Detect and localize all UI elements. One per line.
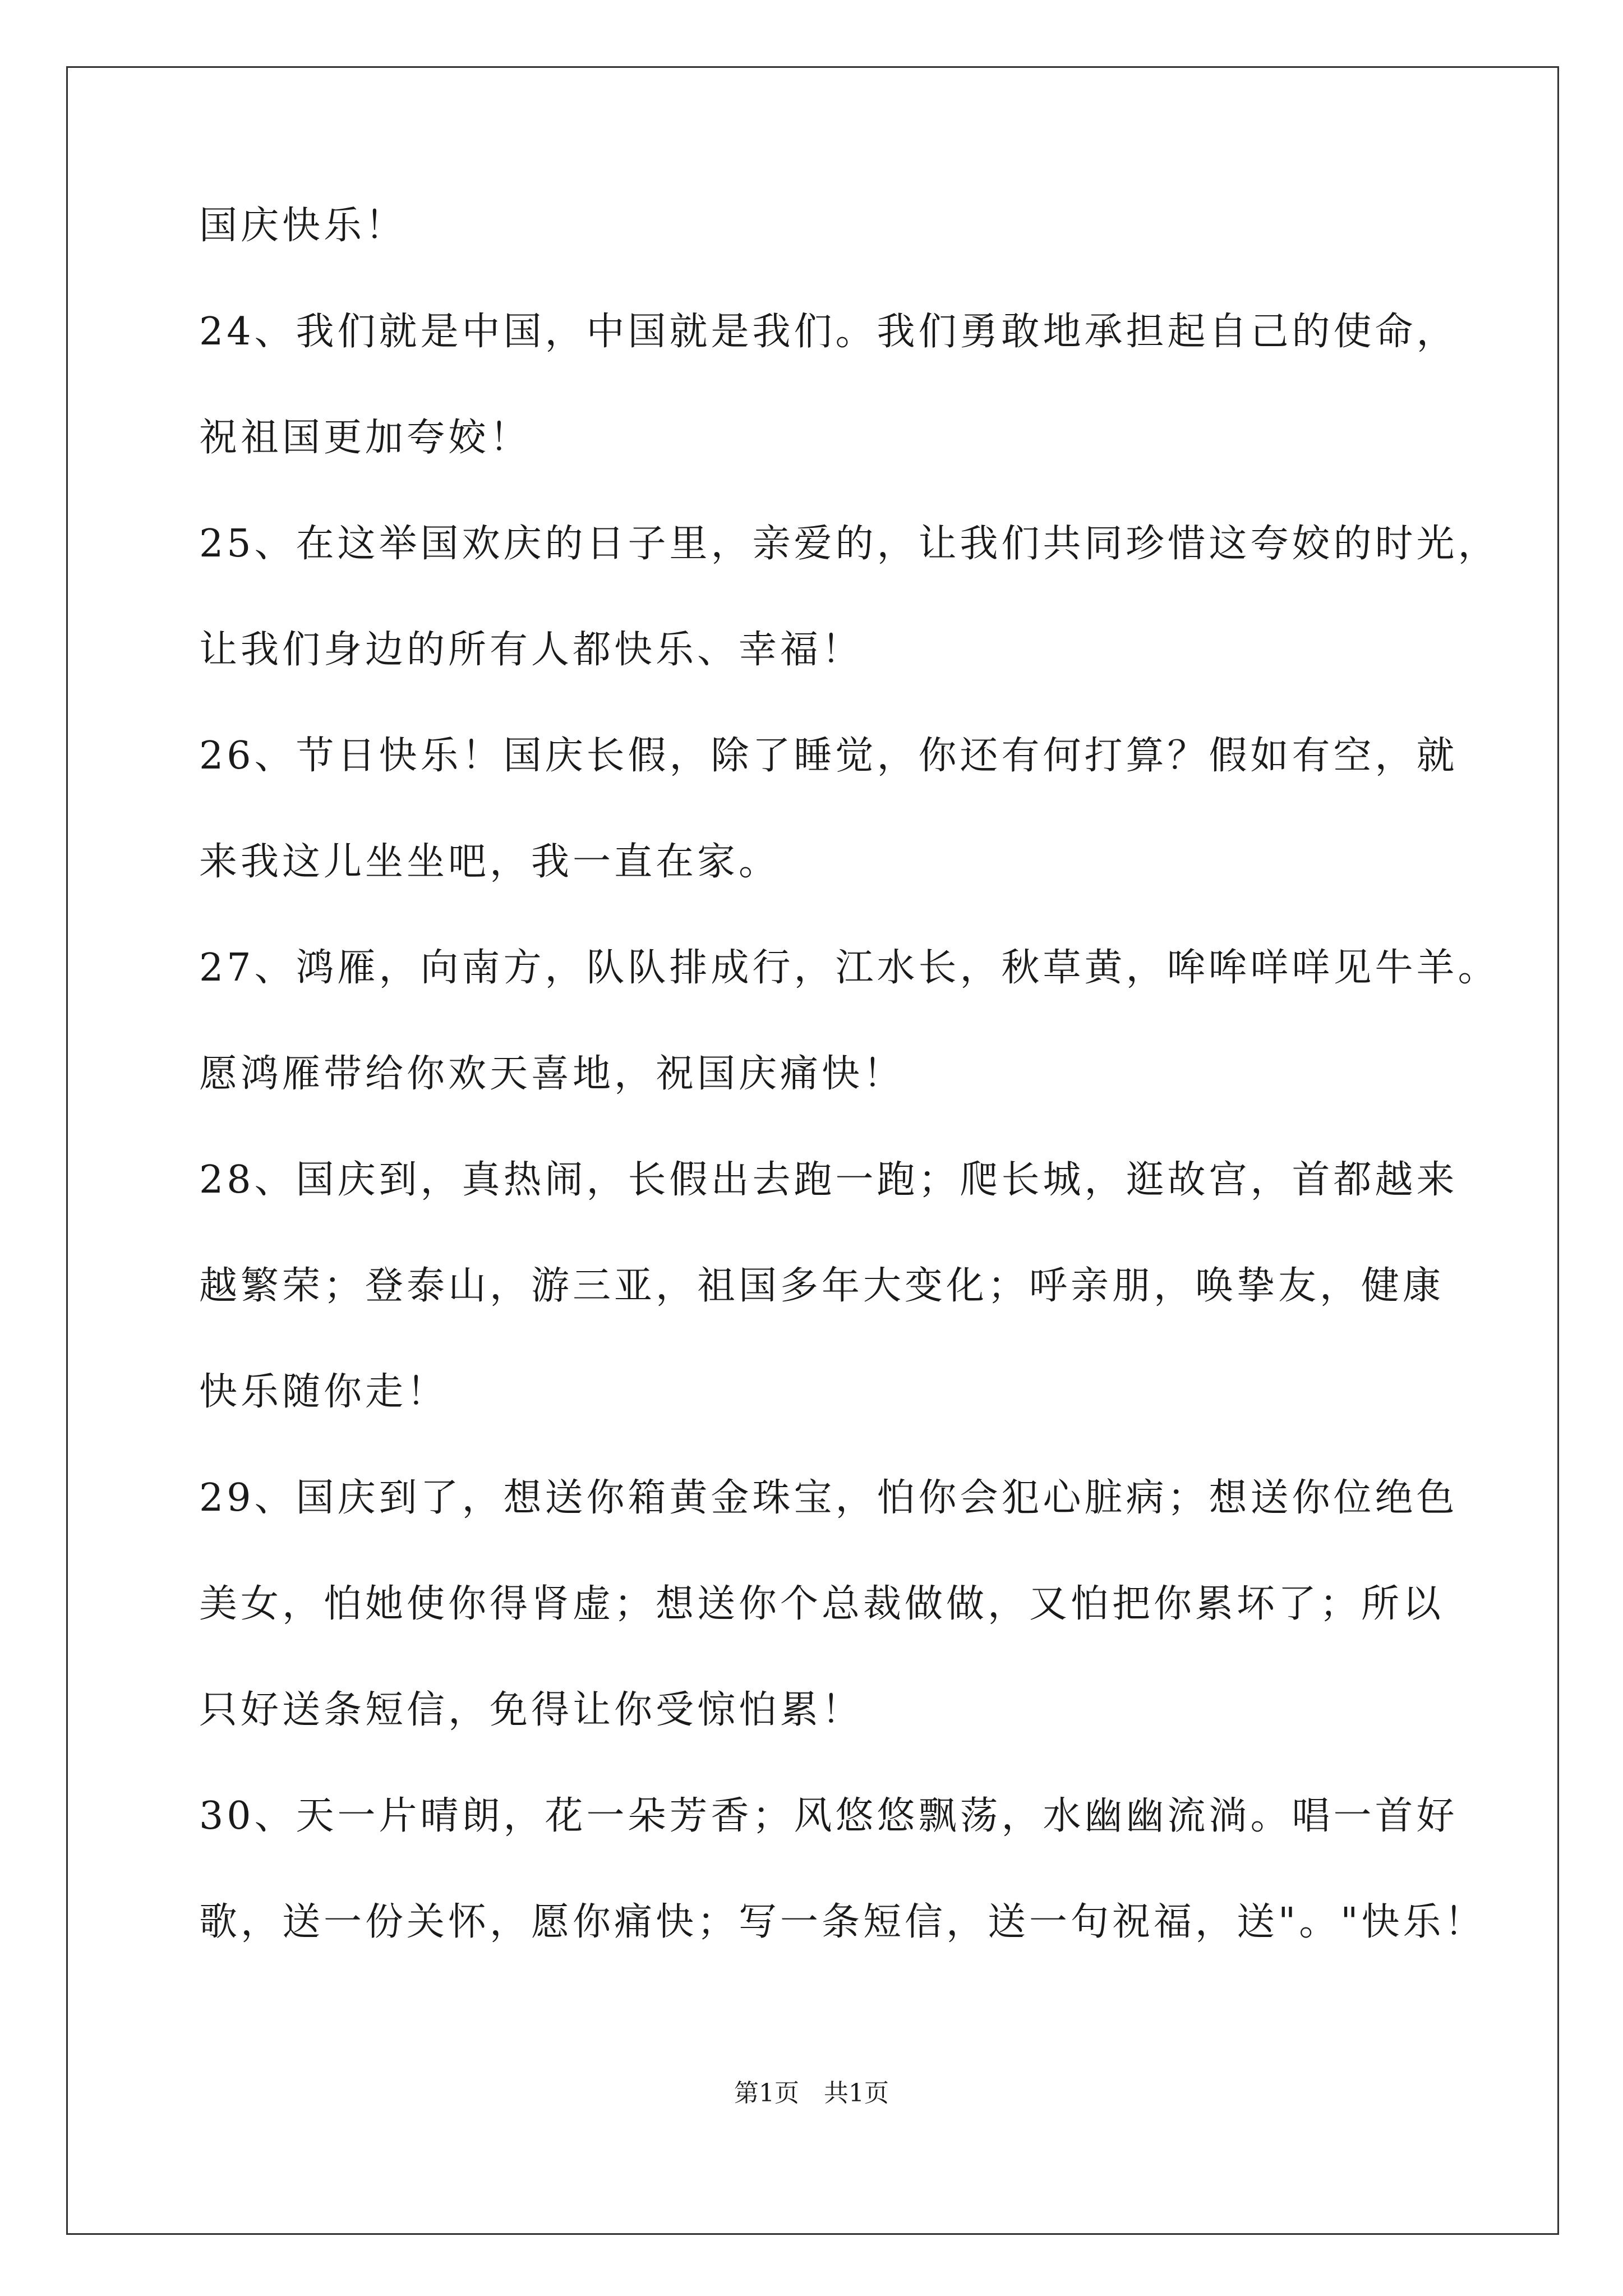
text-line-4: 25、在这举国欢庆的日子里，亲爱的，让我们共同珍惜这夸姣的时光， bbox=[199, 522, 1500, 566]
text-line-6: 26、节日快乐！国庆长假，除了睡觉，你还有何打算？假如有空，就 bbox=[199, 734, 1458, 778]
text-line-11: 越繁荣；登泰山，游三亚，祖国多年大变化；呼亲朋，唤挚友，健康 bbox=[199, 1264, 1445, 1308]
text-line-10: 28、国庆到，真热闹，长假出去跑一跑；爬长城，逛故宫，首都越来 bbox=[199, 1158, 1458, 1202]
document-body bbox=[199, 199, 1500, 2001]
text-line-3: 祝祖国更加夸姣！ bbox=[199, 416, 532, 460]
text-line-15: 只好送条短信，免得让你受惊怕累！ bbox=[199, 1688, 864, 1732]
text-line-8: 27、鸿雁，向南方，队队排成行，江水长，秋草黄，哞哞咩咩见牛羊。 bbox=[199, 946, 1500, 990]
text-line-13: 29、国庆到了，想送你箱黄金珠宝，怕你会犯心脏病；想送你位绝色 bbox=[199, 1476, 1458, 1520]
text-line-12: 快乐随你走！ bbox=[199, 1370, 449, 1414]
text-line-14: 美女，怕她使你得肾虚；想送你个总裁做做，又怕把你累坏了；所以 bbox=[199, 1582, 1445, 1626]
text-line-16: 30、天一片晴朗，花一朵芳香；风悠悠飘荡，水幽幽流淌。唱一首好 bbox=[199, 1794, 1458, 1838]
page-footer: 第1页 共1页 bbox=[734, 2079, 889, 2108]
text-line-9: 愿鸿雁带给你欢天喜地，祝国庆痛快！ bbox=[199, 1052, 905, 1096]
text-line-2: 24、我们就是中国，中国就是我们。我们勇敢地承担起自己的使命， bbox=[199, 310, 1458, 354]
text-line-5: 让我们身边的所有人都快乐、幸福！ bbox=[199, 628, 864, 672]
text-line-17: 歌，送一份关怀，愿你痛快；写一条短信，送一句祝福，送"。"快乐！ bbox=[199, 1900, 1486, 1944]
text-line-7: 来我这儿坐坐吧，我一直在家。 bbox=[199, 840, 781, 884]
text-line-1: 国庆快乐！ bbox=[199, 204, 407, 248]
